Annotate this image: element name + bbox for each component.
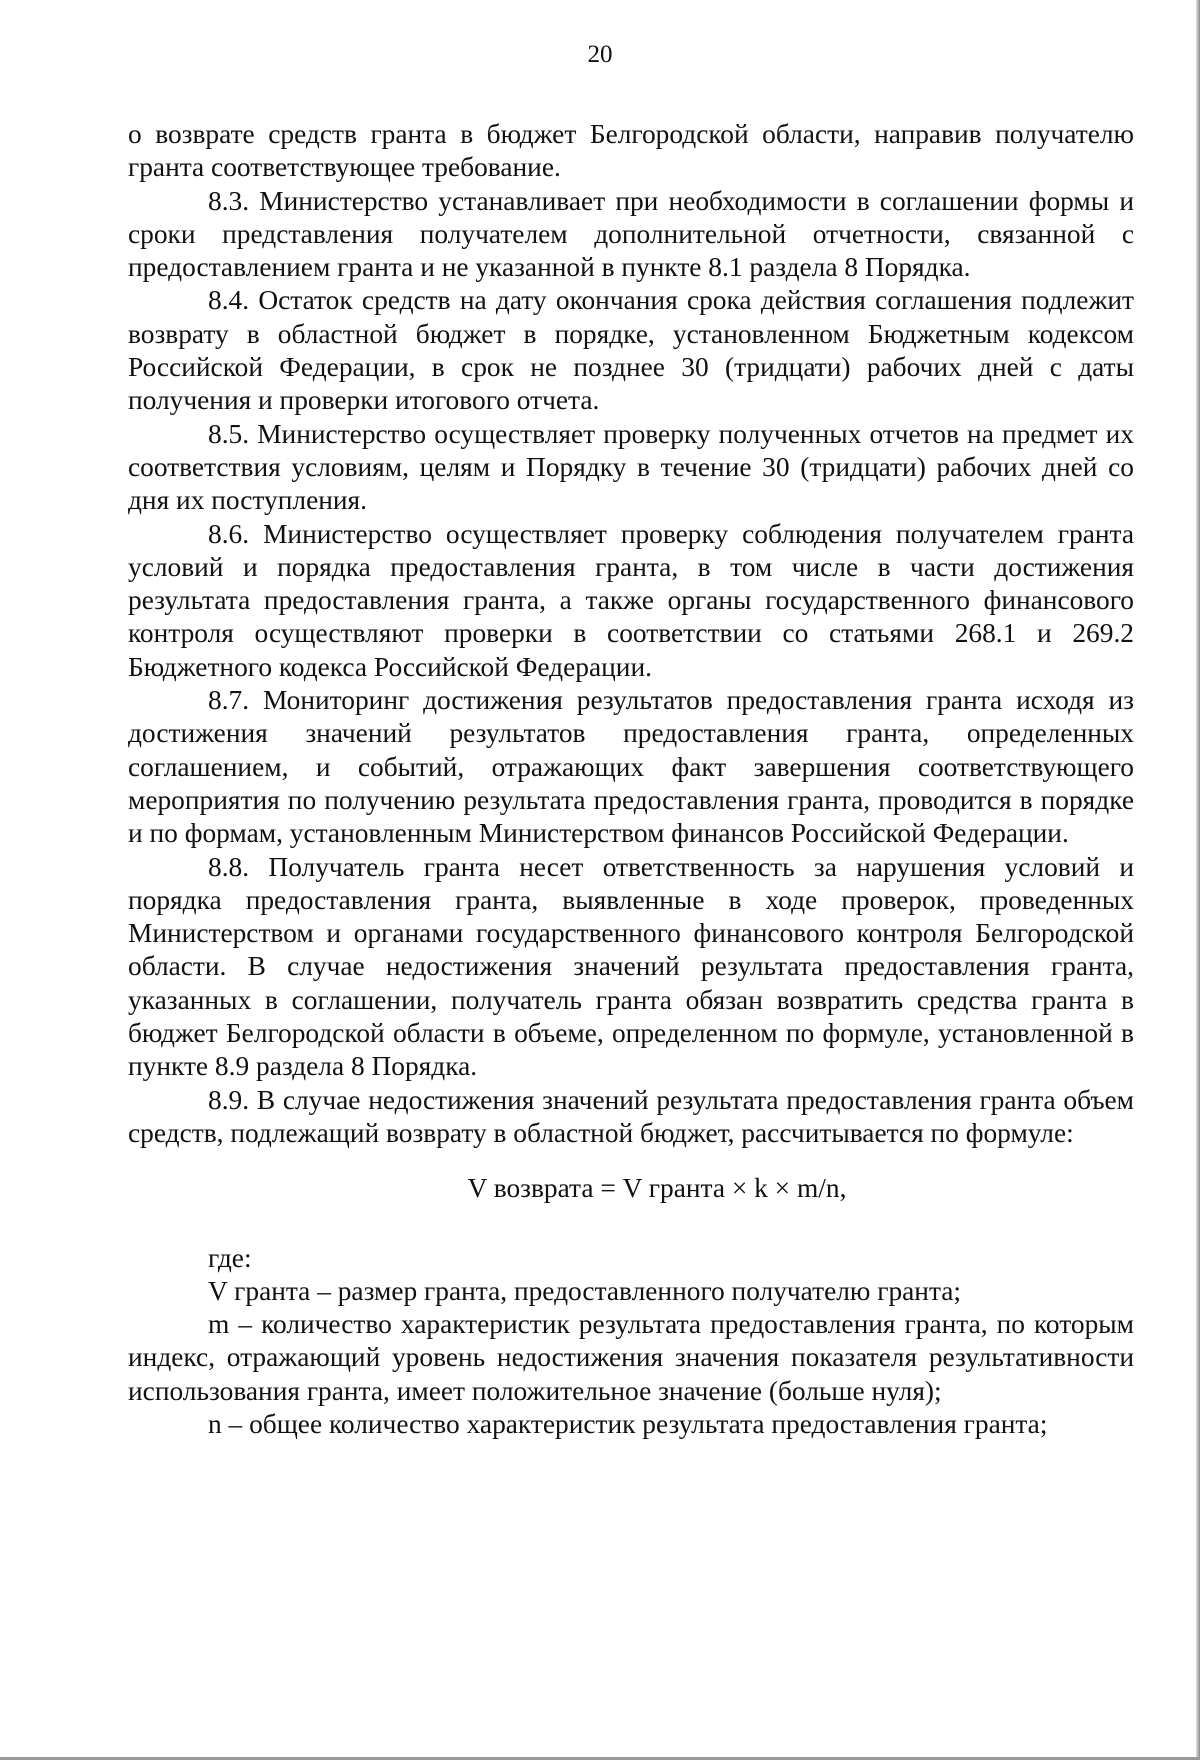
- document-body: [128, 118, 1134, 1441]
- paragraph-8-8: 8.8. Получатель гранта несет ответственность за нарушения условий и порядка предоставления гранта, выявленные в ходе проверок, проведенных Министерством и органами государственного финансового контроля Белгородской области. В случае недостижения значений результата предоставления гранта, указанных в соглашении, получатель гранта обязан возвратить средства гранта в бюджет Белгородской области в объеме, определенном по формуле, установленной в пункте 8.9 раздела 8 Порядка.: [128, 851, 1134, 1082]
- paragraph-8-3: 8.3. Министерство устанавливает при необходимости в соглашении формы и сроки представления получателем дополнительной отчетности, связанной с предоставлением гранта и не указанной в пункте 8.1 раздела 8 Порядка.: [128, 185, 1134, 283]
- paragraph-8-5: 8.5. Министерство осуществляет проверку полученных отчетов на предмет их соответствия условиям, целям и Порядку в течение 30 (тридцати) рабочих дней со дня их поступления.: [128, 418, 1134, 516]
- paragraph-8-9: 8.9. В случае недостижения значений результата предоставления гранта объем средств, подлежащий возврату в областной бюджет, рассчитывается по формуле:: [128, 1084, 1134, 1148]
- definition-m: m – количество характеристик результата предоставления гранта, по которым индекс, отражающий уровень недостижения значения показателя результативности использования гранта, имеет положительное значение (больше нуля);: [128, 1309, 1134, 1406]
- return-formula: V возврата = V гранта × k × m/n,: [467, 1173, 847, 1204]
- where-label: где:: [208, 1242, 252, 1273]
- scan-edge-right: [1196, 0, 1200, 1760]
- definition-v-grant: V гранта – размер гранта, предоставленного получателю гранта;: [208, 1275, 962, 1306]
- page-number: 20: [587, 41, 613, 68]
- intro-paragraph: о возврате средств гранта в бюджет Белгородской области, направив получателю гранта соответствующее требование.: [128, 119, 1134, 183]
- paragraph-8-4: 8.4. Остаток средств на дату окончания срока действия соглашения подлежит возврату в областной бюджет в порядке, установленном Бюджетным кодексом Российской Федерации, в срок не позднее 30 (тридцати) рабочих дней с даты получения и проверки итогового отчета.: [128, 285, 1134, 416]
- definition-n: n – общее количество характеристик результата предоставления гранта;: [208, 1408, 1048, 1439]
- paragraph-8-7: 8.7. Мониторинг достижения результатов предоставления гранта исходя из достижения значений результатов предоставления гранта, определенных соглашением, и событий, отражающих факт завершения соответствующего мероприятия по получению результата предоставления гранта, проводится в порядке и по формам, установленным Министерством финансов Российской Федерации.: [128, 685, 1134, 849]
- paragraph-8-6: 8.6. Министерство осуществляет проверку соблюдения получателем гранта условий и порядка предоставления гранта, в том числе в части достижения результата предоставления гранта, а также органы государственного финансового контроля осуществляют проверки в соответствии со статьями 268.1 и 269.2 Бюджетного кодекса Российской Федерации.: [128, 518, 1134, 682]
